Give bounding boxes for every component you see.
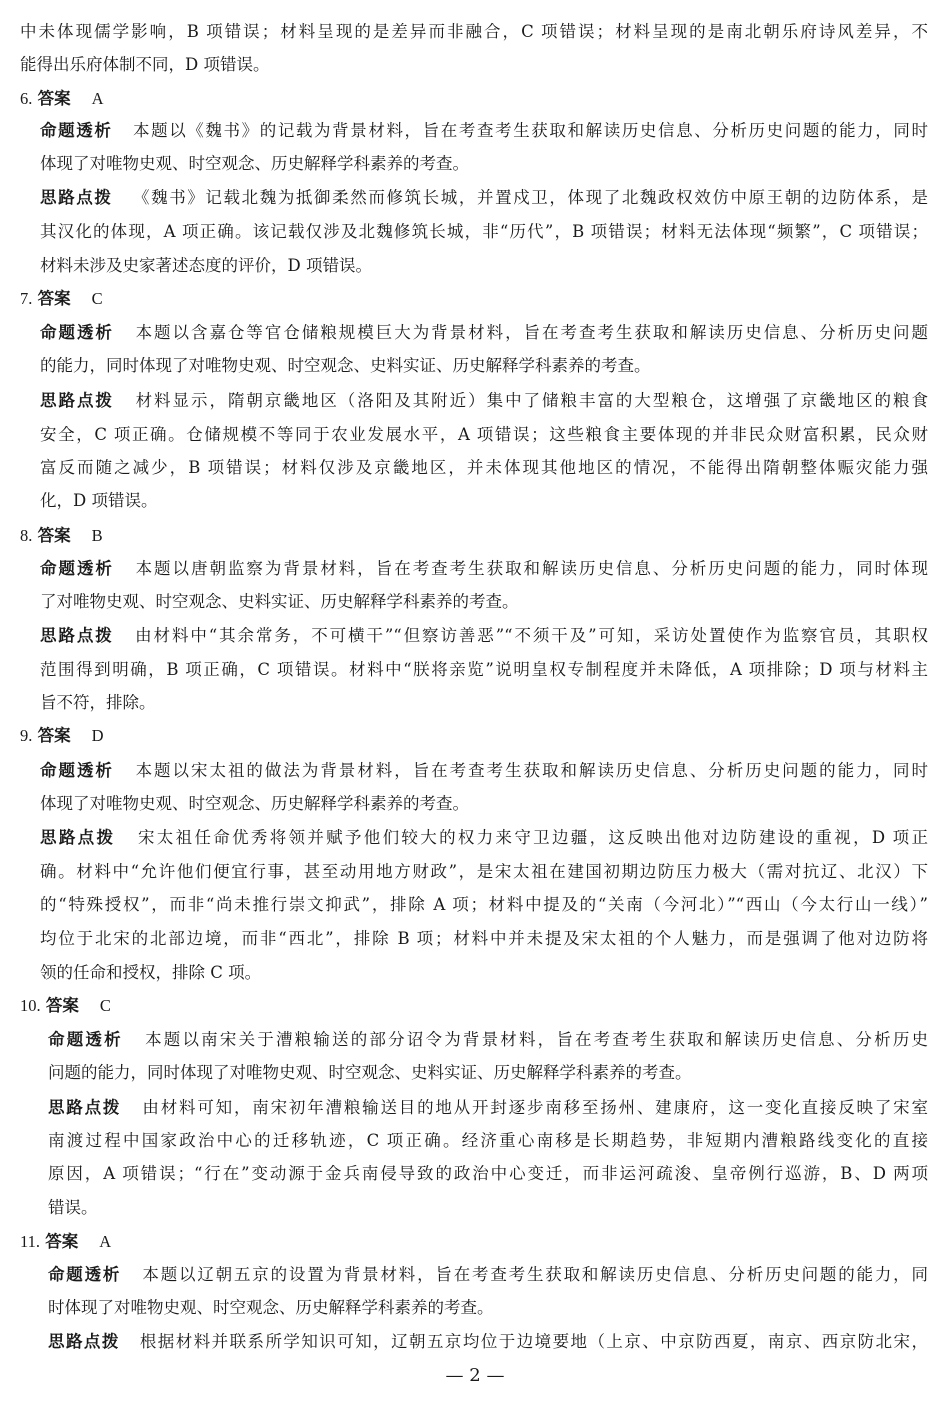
answer-value: D	[91, 726, 104, 745]
q9-answer-line	[20, 725, 950, 747]
question-number: 7.	[20, 289, 33, 308]
hint-line: 的“特殊授权”，而非“尚未推行崇文抑武”，排除 A 项；材料中提及的“关南（今河北）”“西山（今太行山一线）”	[40, 895, 928, 914]
hint-label: 思路点拨	[40, 828, 116, 847]
hint-text: 材料显示，隋朝京畿地区（洛阳及其附近）集中了储粮丰富的大型粮仓，这增强了京畿地区的粮食	[135, 391, 929, 410]
hint-line	[40, 187, 928, 209]
hint-line: 材料未涉及史家著述态度的评价，D 项错误。	[40, 256, 372, 275]
hint-line: 原因，A 项错误；“行在”变动源于金兵南侵导致的政治中心变迁，而非运河疏浚、皇帝例行巡游，B、D 两项	[48, 1164, 928, 1183]
hint-line	[40, 390, 928, 412]
analysis-label: 命题透析	[48, 1030, 123, 1049]
hint-line	[40, 827, 928, 849]
analysis-text: 本题以辽朝五京的设置为背景材料，旨在考查考生获取和解读历史信息、分析历史问题的能力，同	[142, 1265, 928, 1284]
hint-label: 思路点拨	[40, 188, 113, 207]
hint-text: 由材料中“其余常务，不可横干”“但察访善恶”“不须干及”可知，采访处置使作为监察官员，其职权	[135, 626, 928, 645]
analysis-text: 本题以含嘉仓等官仓储粮规模巨大为背景材料，旨在考查考生获取和解读历史信息、分析历史问题	[135, 323, 929, 342]
answer-value: C	[99, 996, 111, 1015]
answer-label: 答案	[37, 726, 71, 745]
hint-line	[40, 625, 928, 647]
analysis-label: 命题透析	[40, 559, 114, 578]
analysis-line: 体现了对唯物史观、时空观念、历史解释学科素养的考查。	[40, 794, 469, 813]
hint-line: 富反而随之减少，B 项错误；材料仅涉及京畿地区，并未体现其他地区的情况，不能得出隋朝整体赈灾能力强	[40, 458, 928, 477]
analysis-line: 了对唯物史观、时空观念、史料实证、历史解释学科素养的考查。	[40, 592, 519, 611]
answer-label: 答案	[37, 289, 71, 308]
hint-line: 确。材料中“允许他们便宜行事，甚至动用地方财政”，是宋太祖在建国初期边防压力极大（需对抗辽、北汉）下	[40, 862, 928, 881]
hint-label: 思路点拨	[40, 626, 114, 645]
hint-line	[48, 1097, 928, 1119]
analysis-line	[48, 1029, 928, 1051]
page-number: — 2 —	[445, 1365, 505, 1386]
text-line: 能得出乐府体制不同，D 项错误。	[20, 55, 270, 74]
analysis-line	[40, 558, 928, 580]
analysis-text: 本题以《魏书》的记载为背景材料，旨在考查考生获取和解读历史信息、分析历史问题的能力，同时	[132, 121, 928, 140]
analysis-line: 的能力，同时体现了对唯物史观、时空观念、史料实证、历史解释学科素养的考查。	[40, 356, 651, 375]
analysis-label: 命题透析	[40, 323, 114, 342]
hint-line: 安全，C 项正确。仓储规模不等同于农业发展水平，A 项错误；这些粮食主要体现的并非民众财富积累，民众财	[40, 425, 928, 444]
q7-answer-line	[20, 288, 950, 310]
q8-answer-line	[20, 525, 950, 547]
q6-answer-line	[20, 88, 950, 110]
answer-label: 答案	[37, 89, 71, 108]
analysis-label: 命题透析	[48, 1265, 122, 1284]
answer-value: C	[91, 289, 103, 308]
hint-text: 宋太祖任命优秀将领并赋予他们较大的权力来守卫边疆，这反映出他对边防建设的重视，D 项正	[137, 828, 928, 847]
analysis-label: 命题透析	[40, 761, 114, 780]
analysis-line: 问题的能力，同时体现了对唯物史观、时空观念、史料实证、历史解释学科素养的考查。	[48, 1063, 692, 1082]
question-number: 6.	[20, 89, 33, 108]
answer-value: B	[91, 526, 103, 545]
analysis-text: 本题以唐朝监察为背景材料，旨在考查考生获取和解读历史信息、分析历史问题的能力，同时体现	[135, 559, 929, 578]
q11-answer-line	[20, 1231, 950, 1253]
hint-text: 由材料可知，南宋初年漕粮输送目的地从开封逐步南移至扬州、建康府，这一变化直接反映了宋室	[142, 1098, 928, 1117]
question-number: 9.	[20, 726, 33, 745]
answer-label: 答案	[45, 1232, 79, 1251]
question-number: 10.	[20, 996, 41, 1015]
answer-value: A	[91, 89, 104, 108]
hint-label: 思路点拨	[48, 1098, 122, 1117]
hint-line: 化，D 项错误。	[40, 491, 158, 510]
analysis-text: 本题以南宋关于漕粮输送的部分诏令为背景材料，旨在考查考生获取和解读历史信息、分析历史	[145, 1030, 929, 1049]
analysis-line	[40, 322, 928, 344]
analysis-line: 时体现了对唯物史观、时空观念、历史解释学科素养的考查。	[48, 1298, 494, 1317]
hint-line: 均位于北宋的北部边境，而非“西北”，排除 B 项；材料中并未提及宋太祖的个人魅力，而是强调了他对边防将	[40, 929, 928, 948]
hint-line: 错误。	[48, 1198, 98, 1217]
analysis-label: 命题透析	[40, 121, 113, 140]
analysis-line	[40, 760, 928, 782]
hint-label: 思路点拨	[48, 1332, 120, 1351]
answer-value: A	[99, 1232, 112, 1251]
analysis-line	[40, 120, 928, 142]
hint-text: 根据材料并联系所学知识可知，辽朝五京均位于边境要地（上京、中京防西夏，南京、西京防北宋，	[139, 1332, 928, 1351]
question-number: 8.	[20, 526, 33, 545]
hint-line: 领的任命和授权，排除 C 项。	[40, 963, 262, 982]
hint-label: 思路点拨	[40, 391, 114, 410]
hint-line: 范围得到明确，B 项正确，C 项错误。材料中“朕将亲览”说明皇权专制程度并未降低，A 项排除；D 项与材料主	[40, 660, 928, 679]
hint-line: 南渡过程中国家政治中心的迁移轨迹，C 项正确。经济重心南移是长期趋势，非短期内漕粮路线变化的直接	[48, 1131, 928, 1150]
analysis-line	[48, 1264, 928, 1286]
hint-line	[48, 1331, 928, 1353]
analysis-line: 体现了对唯物史观、时空观念、历史解释学科素养的考查。	[40, 154, 469, 173]
analysis-text: 本题以宋太祖的做法为背景材料，旨在考查考生获取和解读历史信息、分析历史问题的能力，同时	[135, 761, 929, 780]
text-line: 中未体现儒学影响，B 项错误；材料呈现的是差异而非融合，C 项错误；材料呈现的是南北朝乐府诗风差异，不	[20, 22, 928, 41]
answer-label: 答案	[45, 996, 79, 1015]
q10-answer-line	[20, 995, 950, 1017]
hint-text: 《魏书》记载北魏为抵御柔然而修筑长城，并置戍卫，体现了北魏政权效仿中原王朝的边防体系，是	[132, 188, 928, 207]
hint-line: 其汉化的体现，A 项正确。该记载仅涉及北魏修筑长城，非“历代”，B 项错误；材料无法体现“频繁”，C 项错误；	[40, 222, 928, 241]
question-number: 11.	[20, 1232, 41, 1251]
answer-label: 答案	[37, 526, 71, 545]
hint-line: 旨不符，排除。	[40, 693, 156, 712]
